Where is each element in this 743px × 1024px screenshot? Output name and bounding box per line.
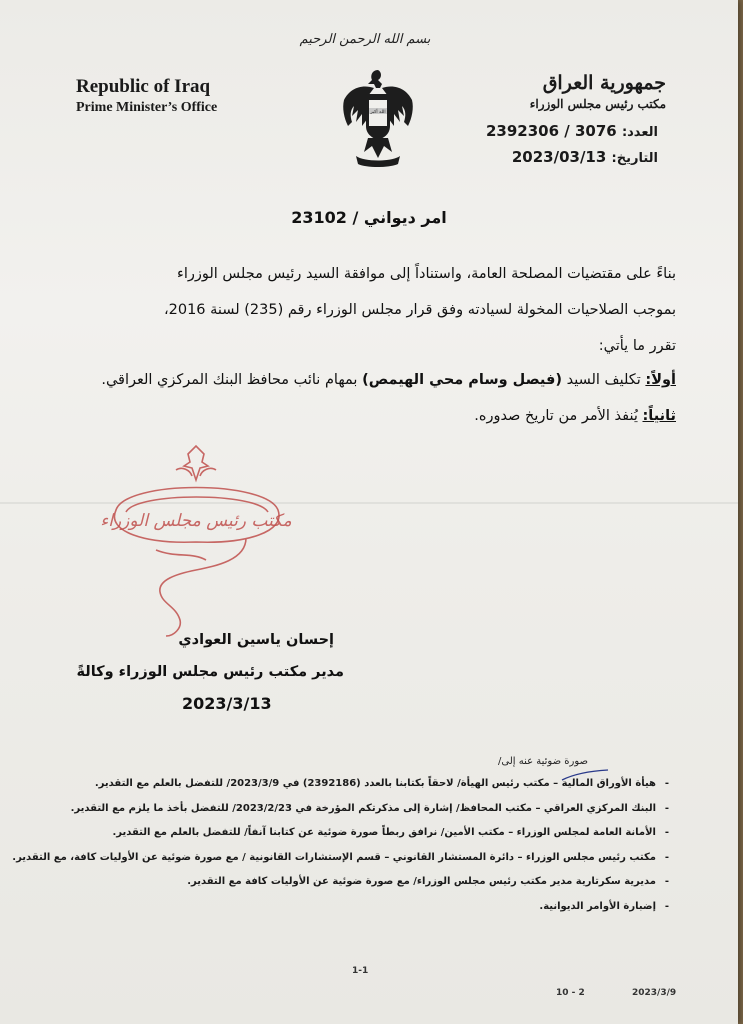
body-line-3: تقرر ما يأتي: bbox=[598, 338, 676, 354]
copy-recipient: -الأمانة العامة لمجلس الوزراء – مكتب الأمين/ نرافق ربطاً صورة ضوئية عن كتابنا آنفاً/ للتفضل بالعلم مع التقدير. bbox=[112, 827, 670, 838]
clause-first-post: بمهام نائب محافظ البنك المركزي العراقي. bbox=[101, 372, 358, 388]
reference-number: 2392306 / 3076 bbox=[485, 122, 617, 140]
clause-second bbox=[474, 408, 676, 424]
body-line-1: بناءً على مقتضيات المصلحة العامة، واستناداً إلى موافقة السيد رئيس مجلس الوزراء bbox=[177, 266, 676, 282]
arabic-country-heading: جمهورية العراق bbox=[542, 72, 666, 94]
signatory-title: مدير مكتب رئيس مجلس الوزراء وكالةً bbox=[76, 664, 344, 680]
signature-date: 2023/3/13 bbox=[182, 694, 272, 713]
clause-first-label: أولاً: bbox=[645, 372, 676, 388]
iraq-emblem-icon bbox=[338, 66, 418, 168]
copies-heading: صورة ضوئية عنه إلى/ bbox=[498, 756, 588, 767]
arabic-office-heading: مكتب رئيس مجلس الوزراء bbox=[529, 97, 666, 111]
footer-page-number: 1-1 bbox=[352, 966, 369, 976]
copy-recipient: -إضبارة الأوامر الديوانية. bbox=[539, 900, 670, 912]
clause-first-pre: تكليف السيد bbox=[566, 372, 641, 388]
stamp-text: مكتب رئيس مجلس الوزراء bbox=[100, 511, 292, 531]
footer-code: 10 - 2 bbox=[556, 988, 585, 998]
document-date-row bbox=[512, 148, 658, 166]
document-date: 2023/03/13 bbox=[511, 148, 607, 166]
footer-date: 2023/3/9 bbox=[632, 988, 677, 998]
english-office-heading: Prime Minister’s Office bbox=[76, 100, 218, 115]
date-label: التاريخ: bbox=[611, 151, 658, 166]
office-stamp-icon bbox=[96, 440, 296, 640]
english-country-heading: Republic of Iraq bbox=[76, 76, 211, 97]
copy-recipient: -هيأة الأوراق المالية – مكتب رئيس الهيأة/ لاحقاً بكتابنا بالعدد (2392186) في 2023/3/9/ للتفضل بالعلم مع التقدير. bbox=[94, 778, 670, 789]
basmala-calligraphy: بسم الله الرحمن الرحيم bbox=[299, 32, 431, 47]
signatory-name: إحسان ياسين العوادي bbox=[178, 632, 334, 648]
clause-second-label: ثانياً: bbox=[642, 408, 676, 424]
clause-first bbox=[101, 372, 676, 388]
clause-second-text: يُنفذ الأمر من تاريخ صدوره. bbox=[474, 408, 638, 424]
emblem-inscription: الله أكبر bbox=[370, 110, 386, 115]
copy-recipient: -مكتب رئيس مجلس الوزراء – دائرة المستشار القانوني – قسم الإستشارات القانونية / مع صورة ضوئية عن الأوليات كافة، مع التقدير. bbox=[12, 851, 670, 863]
reference-number-row bbox=[486, 122, 658, 140]
order-title: امر ديواني / 23102 bbox=[291, 208, 447, 227]
copy-recipient: -مديرية سكرتارية مدير مكتب رئيس مجلس الوزراء/ مع صورة ضوئية عن الأوليات كافة مع التقدير. bbox=[187, 876, 670, 887]
copy-recipient: -البنك المركزي العراقي – مكتب المحافظ/ إشارة إلى مذكرتكم المؤرخة في 2023/2/23/ للتفضل بأخذ ما يلزم مع التقدير. bbox=[70, 802, 670, 814]
body-line-2: بموجب الصلاحيات المخولة لسيادته وفق قرار مجلس الوزراء رقم (235) لسنة 2016، bbox=[163, 302, 676, 318]
number-label: العدد: bbox=[621, 125, 658, 140]
appointee-name: (فيصل وسام محي الهيمص) bbox=[362, 372, 562, 388]
copies-list bbox=[12, 772, 678, 919]
